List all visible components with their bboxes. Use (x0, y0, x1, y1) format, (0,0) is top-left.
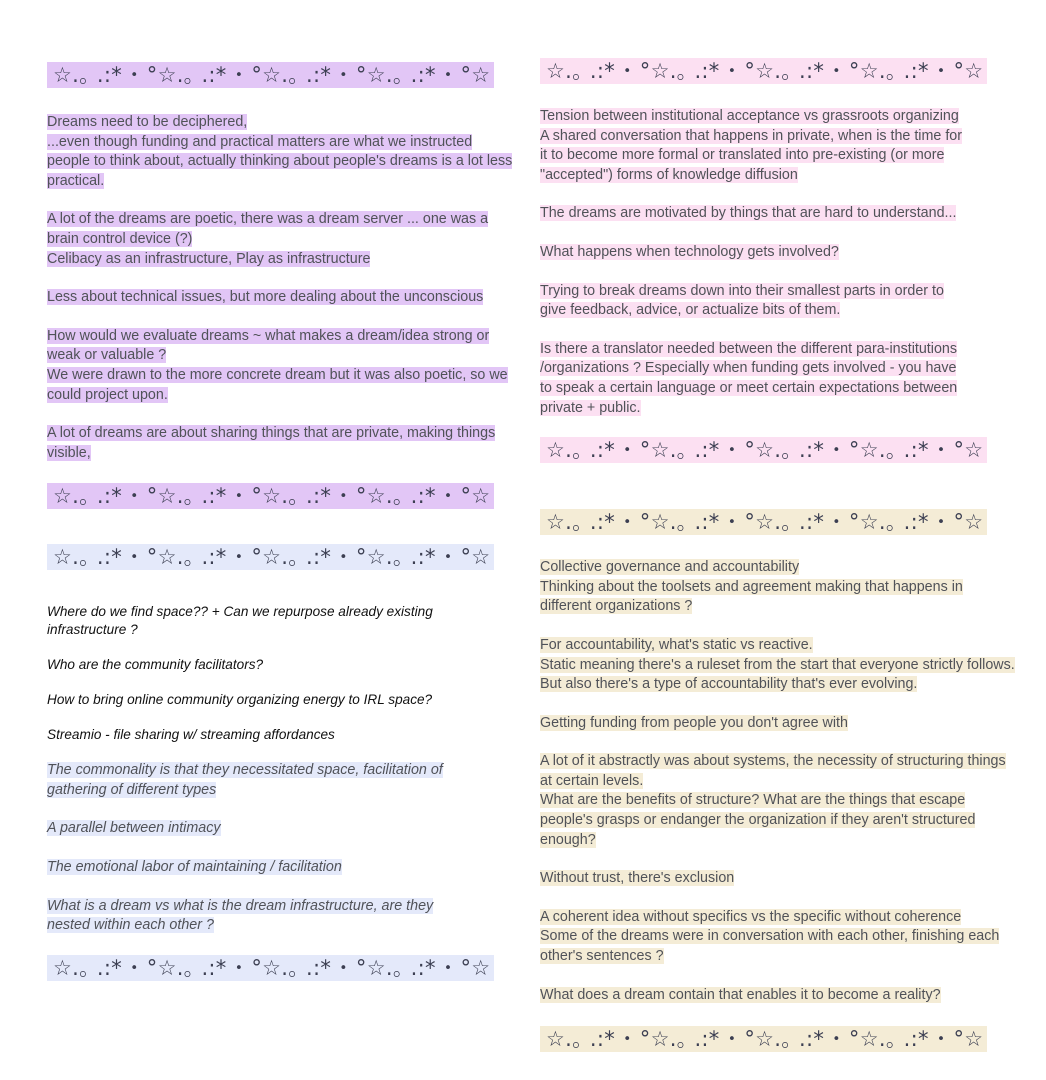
stars-divider: ☆.｡ .:* ･ °☆.｡ .:* ･ °☆.｡ .:* ･ °☆.｡ .:* ･ °☆ (47, 955, 494, 981)
note-paragraph: A lot of the dreams are poetic, there was a dream server ... one was a brain control device (?) Celibacy as an infrastructure, Play as infrastructure (47, 211, 489, 267)
note-paragraph: A lot of it abstractly was about systems, the necessity of structuring things at certain levels. What are the benefits of structure? What are the things that escape people's grasps or endanger the organization if they aren't structured enough? (540, 753, 1006, 848)
note-paragraph: A parallel between intimacy (47, 820, 221, 837)
stars-divider: ☆.｡ .:* ･ °☆.｡ .:* ･ °☆.｡ .:* ･ °☆.｡ .:* ･ °☆ (540, 509, 987, 535)
stars-divider: ☆.｡ .:* ･ °☆.｡ .:* ･ °☆.｡ .:* ･ °☆.｡ .:* ･ °☆ (47, 544, 494, 570)
note-paragraph: A lot of dreams are about sharing things that are private, making things visible, (47, 425, 496, 461)
stars-divider: ☆.｡ .:* ･ °☆.｡ .:* ･ °☆.｡ .:* ･ °☆.｡ .:* ･ °☆ (540, 58, 987, 84)
note-paragraph: A coherent idea without specifics vs the specific without coherence Some of the dreams were in conversation with each other, finishing each other's sentences ? (540, 908, 1000, 965)
question-line: Streamio - file sharing w/ streaming affordances (47, 726, 335, 742)
note-paragraph: Is there a translator needed between the different para-institutions /organizations ? Especially when funding gets involved - you have to speak a certain language or meet certain expectations between private + public. (540, 340, 958, 416)
note-paragraph: What happens when technology gets involved? (540, 243, 839, 260)
stars-divider: ☆.｡ .:* ･ °☆.｡ .:* ･ °☆.｡ .:* ･ °☆.｡ .:* ･ °☆ (540, 437, 987, 463)
left-column (47, 62, 517, 981)
stars-divider: ☆.｡ .:* ･ °☆.｡ .:* ･ °☆.｡ .:* ･ °☆.｡ .:* ･ °☆ (47, 62, 494, 88)
stars-divider: ☆.｡ .:* ･ °☆.｡ .:* ･ °☆.｡ .:* ･ °☆.｡ .:* ･ °☆ (540, 1026, 987, 1052)
note-paragraph: Getting funding from people you don't agree with (540, 714, 848, 731)
note-paragraph: Trying to break dreams down into their smallest parts in order to give feedback, advice, or actualize bits of them. (540, 282, 944, 319)
stars-divider: ☆.｡ .:* ･ °☆.｡ .:* ･ °☆.｡ .:* ･ °☆.｡ .:* ･ °☆ (47, 483, 494, 509)
note-paragraph: The commonality is that they necessitated space, facilitation of gathering of different types (47, 762, 443, 798)
question-line: Who are the community facilitators? (47, 656, 264, 672)
note-paragraph: The dreams are motivated by things that are hard to understand... (540, 205, 957, 222)
note-paragraph: What does a dream contain that enables it to become a reality? (540, 986, 941, 1003)
note-paragraph: For accountability, what's static vs reactive. Static meaning there's a ruleset from the start that everyone strictly follows. But also there's a type of accountability that's ever evolving. (540, 636, 1015, 693)
question-line: How to bring online community organizing energy to IRL space? (47, 691, 433, 707)
note-paragraph: Dreams need to be deciphered, ...even though funding and practical matters are what we instructed people to think about, actually thinking about people's dreams is a lot less practical. (47, 114, 513, 189)
note-paragraph: What is a dream vs what is the dream infrastructure, are they nested within each other ? (47, 897, 434, 934)
question-line: Where do we find space?? + Can we repurpose already existing infrastructure ? (47, 604, 433, 638)
right-column (540, 58, 1016, 1052)
note-paragraph: The emotional labor of maintaining / facilitation (47, 859, 342, 876)
note-paragraph: Less about technical issues, but more dealing about the unconscious (47, 289, 484, 306)
note-paragraph: Collective governance and accountability Thinking about the toolsets and agreement making that happens in different organizations ? (540, 559, 963, 615)
note-paragraph: Without trust, there's exclusion (540, 870, 735, 887)
note-paragraph: How would we evaluate dreams ~ what makes a dream/idea strong or weak or valuable ? We were drawn to the more concrete dream but it was also poetic, so we could project upon. (47, 327, 508, 403)
note-paragraph: Tension between institutional acceptance vs grassroots organizing A shared conversation that happens in private, when is the time for it to become more formal or translated into pre-existing (or more "accepted") forms of knowledge diffusion (540, 108, 963, 183)
